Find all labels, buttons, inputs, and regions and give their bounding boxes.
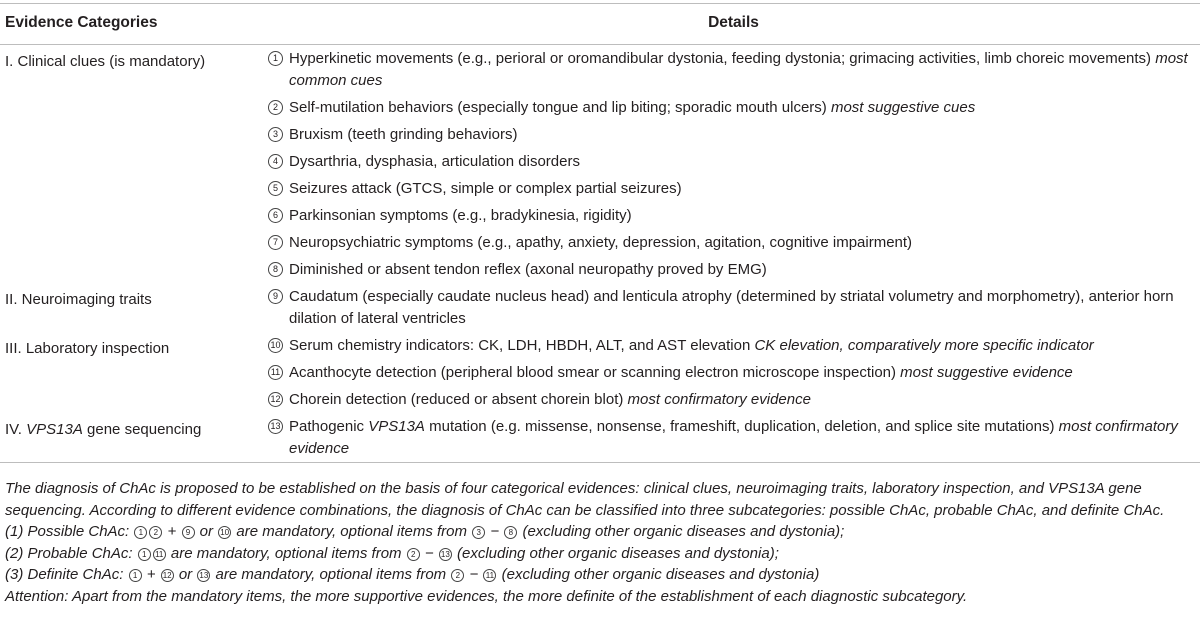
item-number: 5	[268, 181, 283, 196]
table-row	[0, 332, 1200, 413]
footnote-intro: The diagnosis of ChAc is proposed to be established on the basis of four categorical evidences: clinical clues, neuroimaging traits, laboratory inspection, and VPS13A gene sequencing. According to different evidence combinations, the diagnosis of ChAc can be classified into three subcategories: possible ChAc, probable ChAc, and definite ChAc.	[5, 480, 1165, 519]
item-text: Acanthocyte detection (peripheral blood smear or scanning electron microscope inspection)	[289, 364, 901, 381]
item-text: mutation (e.g. missense, nonsense, frameshift, duplication, deletion, and splice site mutations)	[424, 418, 1059, 435]
item-number: 1	[268, 51, 283, 66]
list-item	[268, 229, 1200, 256]
header-details: Details	[262, 4, 1200, 45]
list-item	[268, 45, 1200, 94]
category-laboratory: III. Laboratory inspection	[5, 340, 170, 357]
item-text: Neuropsychiatric symptoms (e.g., apathy, anxiety, depression, agitation, cognitive impairment)	[289, 234, 913, 251]
footnote-definite: (3) Definite ChAc: 1 + 12 or 13 are mandatory, optional items from 2 − 11 (excluding other organic diseases and dystonia)	[5, 566, 820, 583]
category-gene-sequencing	[0, 413, 262, 441]
table-footnote	[5, 478, 1195, 607]
list-item	[268, 256, 1200, 283]
item-number: 10	[268, 338, 283, 353]
header-evidence-categories: Evidence Categories	[0, 4, 262, 45]
item-number: 9	[268, 289, 283, 304]
item-text: Self-mutilation behaviors (especially tongue and lip biting; sporadic mouth ulcers)	[289, 99, 831, 116]
item-number: 8	[268, 262, 283, 277]
item-text: Parkinsonian symptoms (e.g., bradykinesia, rigidity)	[289, 207, 632, 224]
category-suffix: gene sequencing	[82, 421, 202, 438]
table-row	[0, 283, 1200, 332]
evidence-table	[0, 3, 1200, 463]
list-item	[268, 202, 1200, 229]
item-number: 7	[268, 235, 283, 250]
list-item	[268, 332, 1200, 359]
category-prefix: IV.	[5, 421, 27, 438]
table-header-row	[0, 4, 1200, 45]
item-note: most confirmatory evidence	[289, 418, 1178, 457]
item-note: most common cues	[289, 50, 1188, 89]
item-number: 12	[268, 392, 283, 407]
item-text: Seizures attack (GTCS, simple or complex partial seizures)	[289, 180, 682, 197]
table-row	[0, 45, 1200, 284]
item-note: most confirmatory evidence	[627, 391, 811, 408]
item-text: Diminished or absent tendon reflex (axonal neuropathy proved by EMG)	[289, 261, 767, 278]
item-note: CK elevation, comparatively more specific indicator	[754, 337, 1094, 354]
list-item	[268, 94, 1200, 121]
item-text: Bruxism (teeth grinding behaviors)	[289, 126, 518, 143]
list-item	[268, 175, 1200, 202]
footnote-attention: Attention: Apart from the mandatory items, the more supportive evidences, the more definite of the establishment of each diagnostic subcategory.	[5, 587, 968, 605]
item-number: 3	[268, 127, 283, 142]
list-item	[268, 359, 1200, 386]
footnote-probable: (2) Probable ChAc: 1 11 are mandatory, optional items from 2 − 13 (excluding other organic diseases and dystonia);	[5, 544, 779, 562]
list-item	[268, 413, 1200, 462]
gene-name: VPS13A	[26, 421, 83, 438]
list-item	[268, 148, 1200, 175]
list-item	[268, 386, 1200, 413]
item-number: 6	[268, 208, 283, 223]
gene-name: VPS13A	[368, 418, 425, 435]
item-text: Dysarthria, dysphasia, articulation disorders	[289, 153, 580, 170]
item-text: Chorein detection (reduced or absent chorein blot)	[289, 391, 628, 408]
item-text-pre: Pathogenic	[289, 418, 369, 435]
category-clinical-clues: I. Clinical clues (is mandatory)	[5, 53, 206, 70]
item-text: Caudatum (especially caudate nucleus head) and lenticula atrophy (determined by striatal volumetry and morphometry), anterior horn dilation of lateral ventricles	[289, 288, 1174, 327]
item-number: 11	[268, 365, 283, 380]
item-number: 2	[268, 100, 283, 115]
footnote-possible: (1) Possible ChAc: 1 2 + 9 or 10 are mandatory, optional items from 3 − 8 (excluding other organic diseases and dystonia);	[5, 523, 845, 540]
item-text: Serum chemistry indicators: CK, LDH, HBDH, ALT, and AST elevation	[289, 337, 755, 354]
table-row	[0, 413, 1200, 463]
list-item	[268, 121, 1200, 148]
item-note: most suggestive evidence	[900, 364, 1073, 381]
category-neuroimaging: II. Neuroimaging traits	[5, 291, 152, 308]
item-number: 13	[268, 419, 283, 434]
item-text: Hyperkinetic movements (e.g., perioral or oromandibular dystonia, feeding dystonia; grimacing activities, limb choreic movements)	[289, 50, 1156, 67]
item-number: 4	[268, 154, 283, 169]
list-item	[268, 283, 1200, 332]
item-note: most suggestive cues	[830, 99, 976, 116]
